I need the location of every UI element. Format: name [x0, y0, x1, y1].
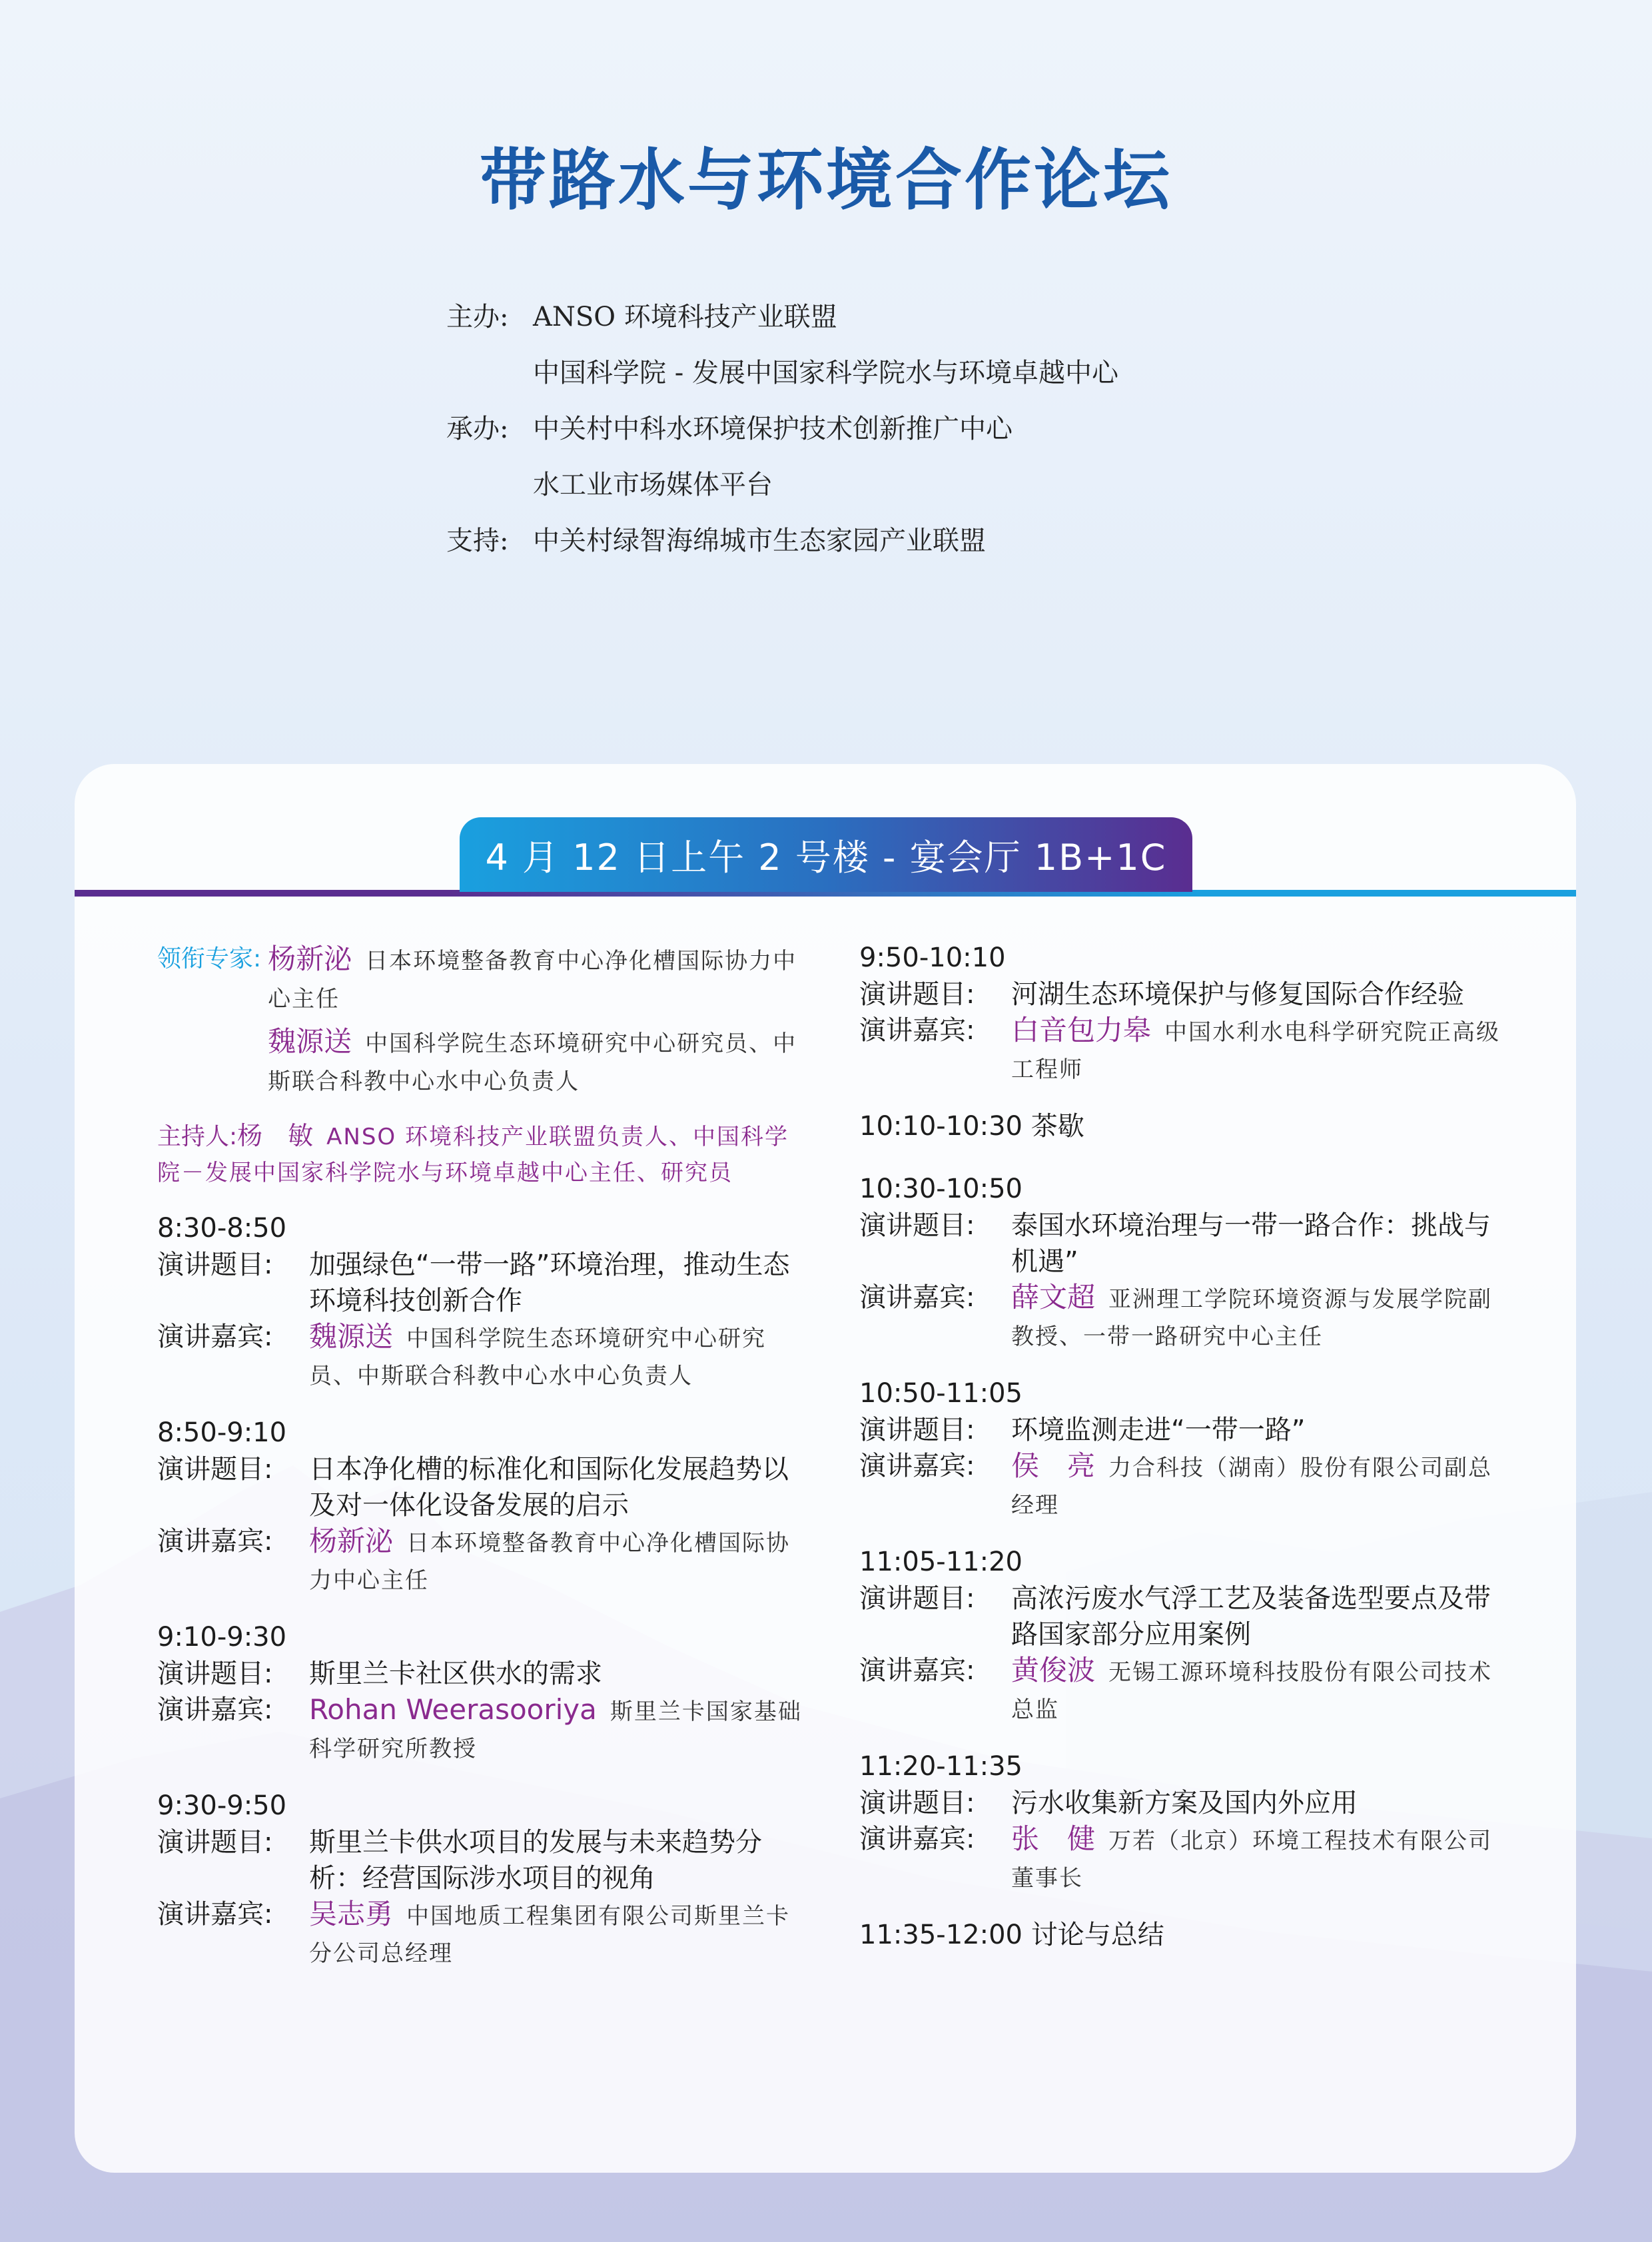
- speaker-desc: 中国水利水电科学研究院正高级工程师: [1011, 1019, 1501, 1083]
- expert-name: 杨新泌: [268, 942, 352, 975]
- topic-label: 演讲题目:: [859, 979, 975, 1010]
- agenda-session: [859, 1170, 1512, 1355]
- speaker-desc: 亚洲理工学院环境资源与发展学院副教授、一带一路研究中心主任: [1011, 1286, 1493, 1350]
- page-title: 带路水与环境合作论坛: [480, 141, 1172, 219]
- organizer-row: [446, 454, 1118, 510]
- lead-experts: [157, 940, 810, 1100]
- session-time: 8:50-9:10: [157, 1417, 287, 1448]
- session-topic: 环境监测走进“一带一路”: [1011, 1415, 1306, 1445]
- organizer-role: 主办:: [446, 301, 509, 332]
- host-label: 主持人:: [157, 1123, 238, 1150]
- organizer-row: [446, 398, 1118, 454]
- speaker-label: 演讲嘉宾:: [157, 1321, 273, 1352]
- speaker-desc: 中国地质工程集团有限公司斯里兰卡分公司总经理: [309, 1903, 791, 1967]
- expert-desc: 中国科学院生态环境研究中心研究员、中斯联合科教中心水中心负责人: [268, 1030, 797, 1095]
- topic-label: 演讲题目:: [859, 1415, 975, 1445]
- agenda-session: [157, 1210, 810, 1394]
- topic-label: 演讲题目:: [157, 1250, 273, 1280]
- organizer-name: ANSO 环境科技产业联盟: [533, 301, 837, 332]
- speaker-label: 演讲嘉宾:: [157, 1899, 273, 1930]
- session-time: 10:50-11:05: [859, 1378, 1023, 1409]
- agenda-session: [859, 1748, 1512, 1896]
- topic-label: 演讲题目:: [157, 1827, 273, 1858]
- agenda-left-column: [157, 940, 810, 1992]
- speaker-label: 演讲嘉宾:: [157, 1526, 273, 1557]
- organizer-name: 中国科学院 - 发展中国家科学院水与环境卓越中心: [533, 357, 1118, 388]
- organizer-name: 中关村绿智海绵城市生态家园产业联盟: [533, 525, 986, 556]
- expert-desc: 日本环境整备教育中心净化槽国际协力中心主任: [268, 948, 797, 1012]
- agenda-closing: 11:35-12:00 讨论与总结: [859, 1920, 1164, 1950]
- host: [157, 1118, 810, 1191]
- session-time: 11:05-11:20: [859, 1547, 1023, 1577]
- organizer-row: [446, 286, 1118, 342]
- session-topic: 污水收集新方案及国内外应用: [1011, 1788, 1358, 1818]
- session-time: 8:30-8:50: [157, 1213, 287, 1244]
- speaker-label: 演讲嘉宾:: [157, 1694, 273, 1725]
- speaker-label: 演讲嘉宾:: [859, 1282, 975, 1313]
- session-topic: 泰国水环境治理与一带一路合作：挑战与机遇”: [1011, 1210, 1491, 1277]
- speaker-label: 演讲嘉宾:: [859, 1824, 975, 1854]
- speaker-label: 演讲嘉宾:: [859, 1451, 975, 1481]
- session-topic: 斯里兰卡供水项目的发展与未来趋势分析：经营国际涉水项目的视角: [309, 1827, 762, 1894]
- session-topic: 河湖生态环境保护与修复国际合作经验: [1011, 979, 1464, 1010]
- session-topic: 加强绿色“一带一路”环境治理，推动生态环境科技创新合作: [309, 1250, 790, 1316]
- speaker-name: 魏源送: [309, 1320, 394, 1353]
- speaker-desc: 斯里兰卡国家基础科学研究所教授: [309, 1698, 802, 1762]
- organizer-role: 承办:: [446, 413, 509, 444]
- topic-label: 演讲题目:: [859, 1583, 975, 1614]
- agenda-break: 10:10-10:30 茶歇: [859, 1111, 1084, 1142]
- agenda-session: [859, 939, 1512, 1088]
- session-topic: 高浓污废水气浮工艺及装备选型要点及带路国家部分应用案例: [1011, 1583, 1491, 1650]
- topic-label: 演讲题目:: [157, 1454, 273, 1485]
- speaker-name: 杨新泌: [309, 1525, 394, 1557]
- organizer-row: [446, 342, 1118, 398]
- session-topic: 日本净化槽的标准化和国际化发展趋势以及对一体化设备发展的启示: [309, 1454, 789, 1521]
- host-name: 杨 敏: [237, 1121, 314, 1150]
- topic-label: 演讲题目:: [859, 1210, 975, 1241]
- speaker-label: 演讲嘉宾:: [859, 1015, 975, 1046]
- organizer-role: 支持:: [446, 525, 509, 556]
- session-banner: 4 月 12 日上午 2 号楼 - 宴会厅 1B+1C: [460, 817, 1192, 892]
- speaker-name: 张 健: [1011, 1822, 1096, 1855]
- speaker-label: 演讲嘉宾:: [859, 1655, 975, 1686]
- agenda-session: [859, 1375, 1512, 1523]
- agenda-right-column: [859, 939, 1512, 1979]
- organizer-name: 中关村中科水环境保护技术创新推广中心: [533, 413, 1013, 444]
- expert-name: 魏源送: [268, 1025, 352, 1058]
- speaker-name: 侯 亮: [1011, 1449, 1096, 1482]
- session-time: 9:10-9:30: [157, 1622, 287, 1653]
- agenda-session: [157, 1619, 810, 1767]
- organizer-row: [446, 510, 1118, 566]
- speaker-desc: 中国科学院生态环境研究中心研究员、中斯联合科教中心水中心负责人: [309, 1325, 767, 1389]
- speaker-name: 吴志勇: [309, 1898, 394, 1930]
- agenda-session: [157, 1787, 810, 1972]
- speaker-name: 黄俊波: [1011, 1654, 1096, 1686]
- speaker-desc: 力合科技（湖南）股份有限公司副总经理: [1011, 1455, 1493, 1519]
- lead-experts-label: 领衔专家:: [157, 945, 262, 972]
- topic-label: 演讲题目:: [859, 1788, 975, 1818]
- organizer-name: 水工业市场媒体平台: [533, 469, 773, 500]
- session-time: 9:50-10:10: [859, 942, 1006, 973]
- topic-label: 演讲题目:: [157, 1659, 273, 1689]
- speaker-name: Rohan Weerasooriya: [309, 1693, 597, 1726]
- session-topic: 斯里兰卡社区供水的需求: [309, 1659, 602, 1689]
- organizers: [446, 286, 1118, 566]
- agenda-session: [859, 1543, 1512, 1728]
- session-time: 11:20-11:35: [859, 1751, 1023, 1782]
- speaker-desc: 无锡工源环境科技股份有限公司技术总监: [1011, 1659, 1493, 1723]
- session-time: 10:30-10:50: [859, 1174, 1023, 1204]
- host-desc: ANSO 环境科技产业联盟负责人、中国科学院－发展中国家科学院水与环境卓越中心主任、研究员: [157, 1124, 789, 1186]
- speaker-name: 薛文超: [1011, 1281, 1096, 1313]
- speaker-desc: 万若（北京）环境工程技术有限公司董事长: [1011, 1828, 1493, 1892]
- session-time: 9:30-9:50: [157, 1790, 287, 1821]
- speaker-name: 白音包力皋: [1011, 1014, 1152, 1046]
- speaker-desc: 日本环境整备教育中心净化槽国际协力中心主任: [309, 1530, 791, 1594]
- agenda-session: [157, 1414, 810, 1599]
